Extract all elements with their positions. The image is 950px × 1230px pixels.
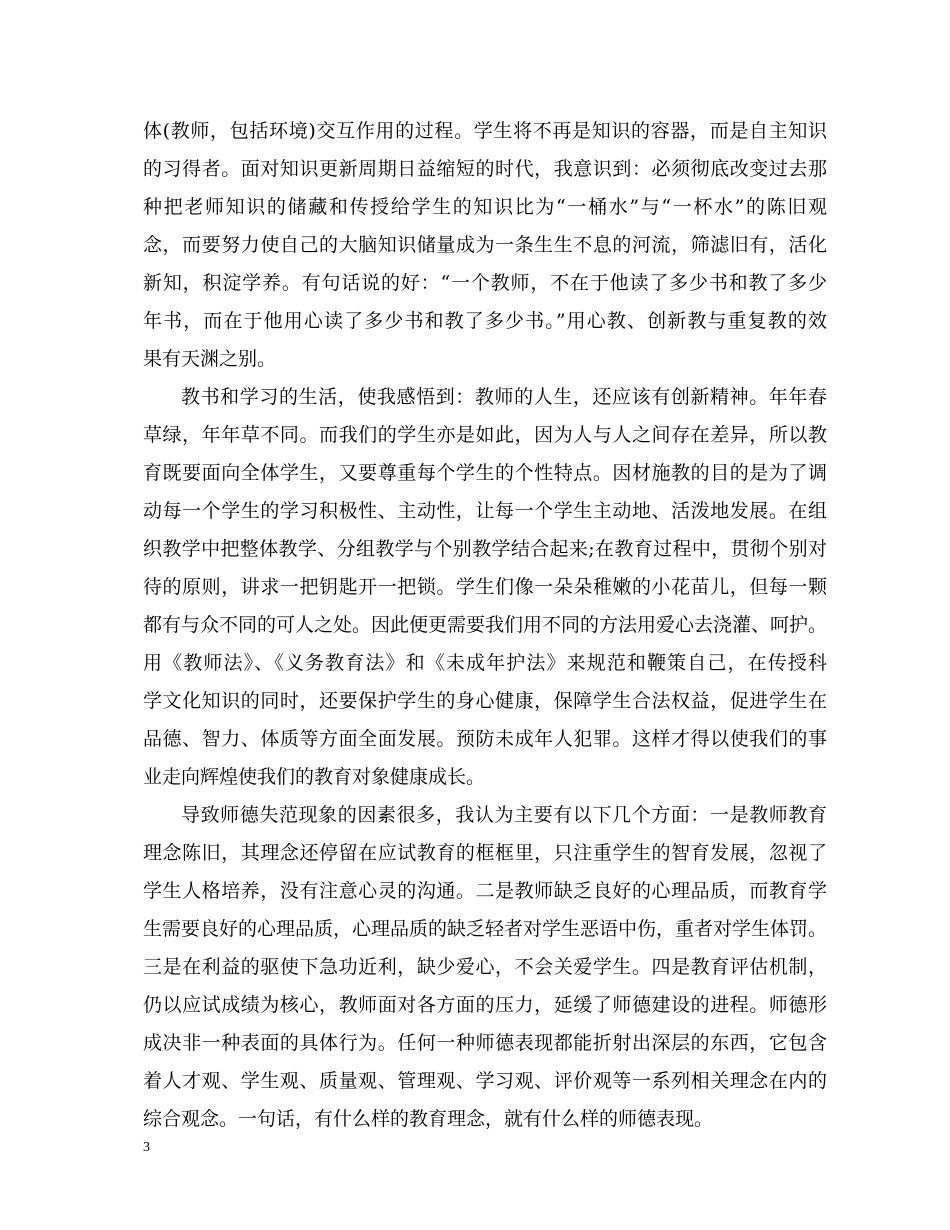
text-line: 三是在利益的驱使下急功近利，缺少爱心，不会关爱学生。四是教育评估机制， xyxy=(143,956,827,978)
text-line: 都有与众不同的可人之处。因此便更需要我们用不同的方法用爱心去浇灌、呵护。 xyxy=(143,614,828,636)
text-line: 品德、智力、体质等方面全面发展。预防未成年人犯罪。这样才得以使我们的事 xyxy=(143,728,827,750)
text-line: 理念陈旧，其理念还停留在应试教育的框框里，只注重学生的智育发展，忽视了 xyxy=(143,842,827,864)
page-number: 3 xyxy=(143,1140,150,1155)
text-line: 动每一个学生的学习积极性、主动性，让每一个学生主动地、活泼地发展。在组 xyxy=(143,500,827,522)
text-line: 仍以应试成绩为核心，教师面对各方面的压力，延缓了师德建设的进程。师德形 xyxy=(143,994,827,1016)
text-line: 用《教师法》、《义务教育法》和《未成年护法》来规范和鞭策自己，在传授科 xyxy=(143,652,827,674)
text-line: 体(教师，包括环境)交互作用的过程。学生将不再是知识的容器，而是自主知识 xyxy=(143,120,827,142)
text-line: 果有天渊之别。 xyxy=(143,348,277,370)
text-line: 的习得者。面对知识更新周期日益缩短的时代，我意识到：必须彻底改变过去那 xyxy=(143,158,827,180)
text-line: 学生人格培养，没有注意心灵的沟通。二是教师缺乏良好的心理品质，而教育学 xyxy=(143,880,827,902)
text-line: 新知，积淀学养。有句话说的好：“一个教师，不在于他读了多少书和教了多少 xyxy=(143,272,827,294)
text-line: 成决非一种表面的具体行为。任何一种师德表现都能折射出深层的东西，它包含 xyxy=(143,1032,827,1054)
text-line: 育既要面向全体学生，又要尊重每个学生的个性特点。因材施教的目的是为了调 xyxy=(143,462,827,484)
text-line: 综合观念。一句话，有什么样的教育理念，就有什么样的师德表现。 xyxy=(143,1108,714,1130)
text-line: 着人才观、学生观、质量观、管理观、学习观、评价观等一系列相关理念在内的 xyxy=(143,1070,827,1092)
body-text xyxy=(143,112,827,1138)
text-line: 种把老师知识的储藏和传授给学生的知识比为“一桶水”与“一杯水”的陈旧观 xyxy=(143,196,827,218)
text-line: 年书，而在于他用心读了多少书和教了多少书。”用心教、创新教与重复教的效 xyxy=(143,310,827,332)
text-line: 织教学中把整体教学、分组教学与个别教学结合起来;在教育过程中，贯彻个别对 xyxy=(143,538,827,560)
text-line: 草绿，年年草不同。而我们的学生亦是如此，因为人与人之间存在差异，所以教 xyxy=(143,424,827,446)
text-line: 学文化知识的同时，还要保护学生的身心健康，保障学生合法权益，促进学生在 xyxy=(143,690,827,712)
text-line: 生需要良好的心理品质，心理品质的缺乏轻者对学生恶语中伤，重者对学生体罚。 xyxy=(143,918,828,940)
paragraph-first-line: 教书和学习的生活，使我感悟到：教师的人生，还应该有创新精神。年年春 xyxy=(181,386,827,408)
text-line: 业走向辉煌使我们的教育对象健康成长。 xyxy=(143,766,486,788)
text-line: 待的原则，讲求一把钥匙开一把锁。学生们像一朵朵稚嫩的小花苗儿，但每一颗 xyxy=(143,576,827,598)
text-line: 念，而要努力使自己的大脑知识储量成为一条生生不息的河流，筛滤旧有，活化 xyxy=(143,234,827,256)
paragraph-first-line: 导致师德失范现象的因素很多，我认为主要有以下几个方面：一是教师教育 xyxy=(181,804,827,826)
